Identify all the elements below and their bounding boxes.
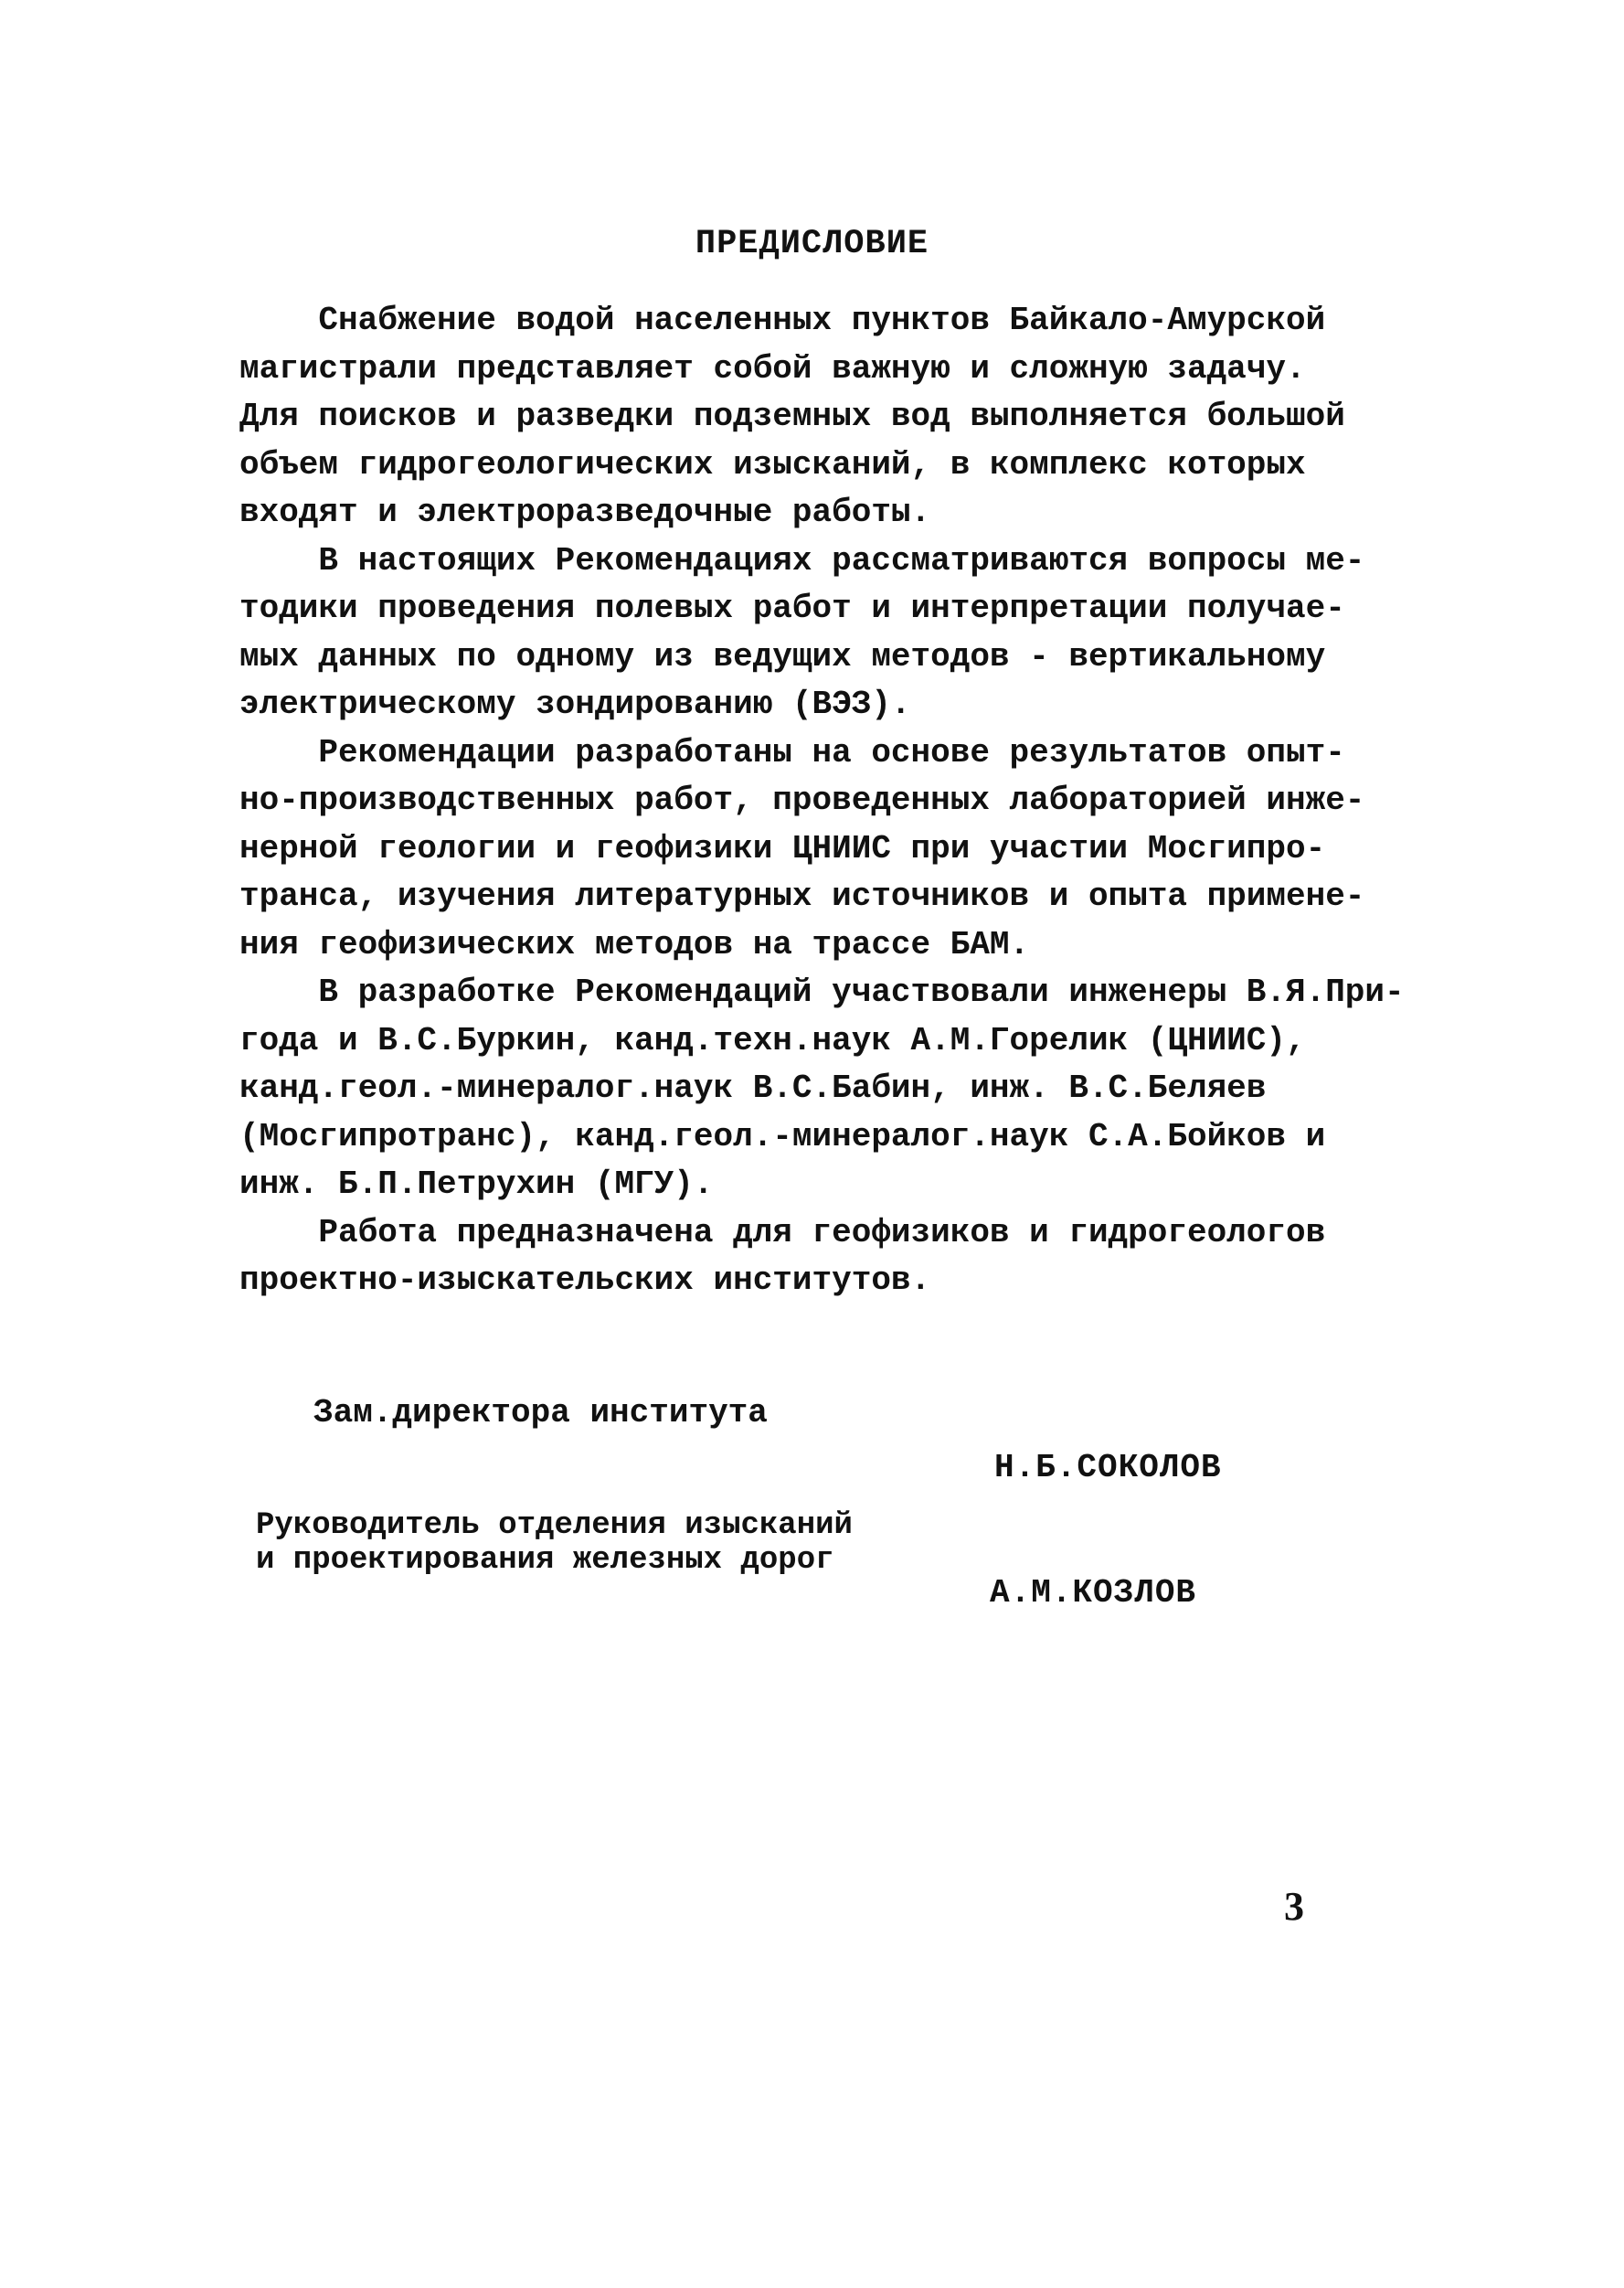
head-name: А.М.КОЗЛОВ [990, 1574, 1197, 1612]
text-line: Рекомендации разработаны на основе результатов опыт- [239, 733, 1345, 772]
preface-body [239, 297, 1418, 1305]
page-number: 3 [1284, 1884, 1304, 1929]
text-line: Снабжение водой населенных пунктов Байкало-Амурской [239, 302, 1326, 339]
text-line: мых данных по одному из ведущих методов - вертикальному [239, 637, 1326, 676]
text-line: В разработке Рекомендаций участвовали инженеры В.Я.При- [239, 974, 1405, 1011]
text-line: (Мосгипротранс), канд.геол.-минералог.наук С.А.Бойков и [239, 1117, 1326, 1155]
text-line: тодики проведения полевых работ и интерпретации получае- [239, 590, 1345, 627]
text-line: но-производственных работ, проведенных лабораторией инже- [239, 782, 1365, 819]
text-line: канд.геол.-минералог.наук В.С.Бабин, инж. В.С.Беляев [239, 1070, 1267, 1107]
head-role-line: и проектирования железных дорог [256, 1543, 834, 1578]
text-line: электрическому зондированию (ВЭЗ). [239, 686, 911, 723]
deputy-director-name: Н.Б.СОКОЛОВ [994, 1449, 1222, 1486]
head-role-line: Руководитель отделения изысканий [256, 1508, 853, 1543]
text-line: инж. Б.П.Петрухин (МГУ). [239, 1165, 714, 1203]
text-line: года и В.С.Буркин, канд.техн.наук А.М.Горелик (ЦНИИС), [239, 1021, 1306, 1059]
page-title: ПРЕДИСЛОВИЕ [695, 225, 929, 263]
text-line: Для поисков и разведки подземных вод выполняется большой [239, 398, 1345, 435]
text-line: Работа предназначена для геофизиков и гидрогеологов [239, 1213, 1326, 1251]
text-line: входят и электроразведочные работы. [239, 494, 931, 531]
text-line: нерной геологии и геофизики ЦНИИС при участии Мосгипро- [239, 829, 1326, 867]
text-line: транса, изучения литературных источников и опыта примене- [239, 878, 1365, 915]
text-line: объем гидрогеологических изысканий, в комплекс которых [239, 445, 1306, 484]
text-line: ния геофизических методов на трассе БАМ. [239, 925, 1030, 963]
text-line: магистрали представляет собой важную и сложную задачу. [239, 349, 1306, 388]
deputy-director-role: Зам.директора института [313, 1394, 768, 1431]
text-line: проектно-изыскательских институтов. [239, 1261, 931, 1299]
head-role [256, 1508, 853, 1578]
text-line: В настоящих Рекомендациях рассматриваются вопросы ме- [239, 541, 1365, 580]
